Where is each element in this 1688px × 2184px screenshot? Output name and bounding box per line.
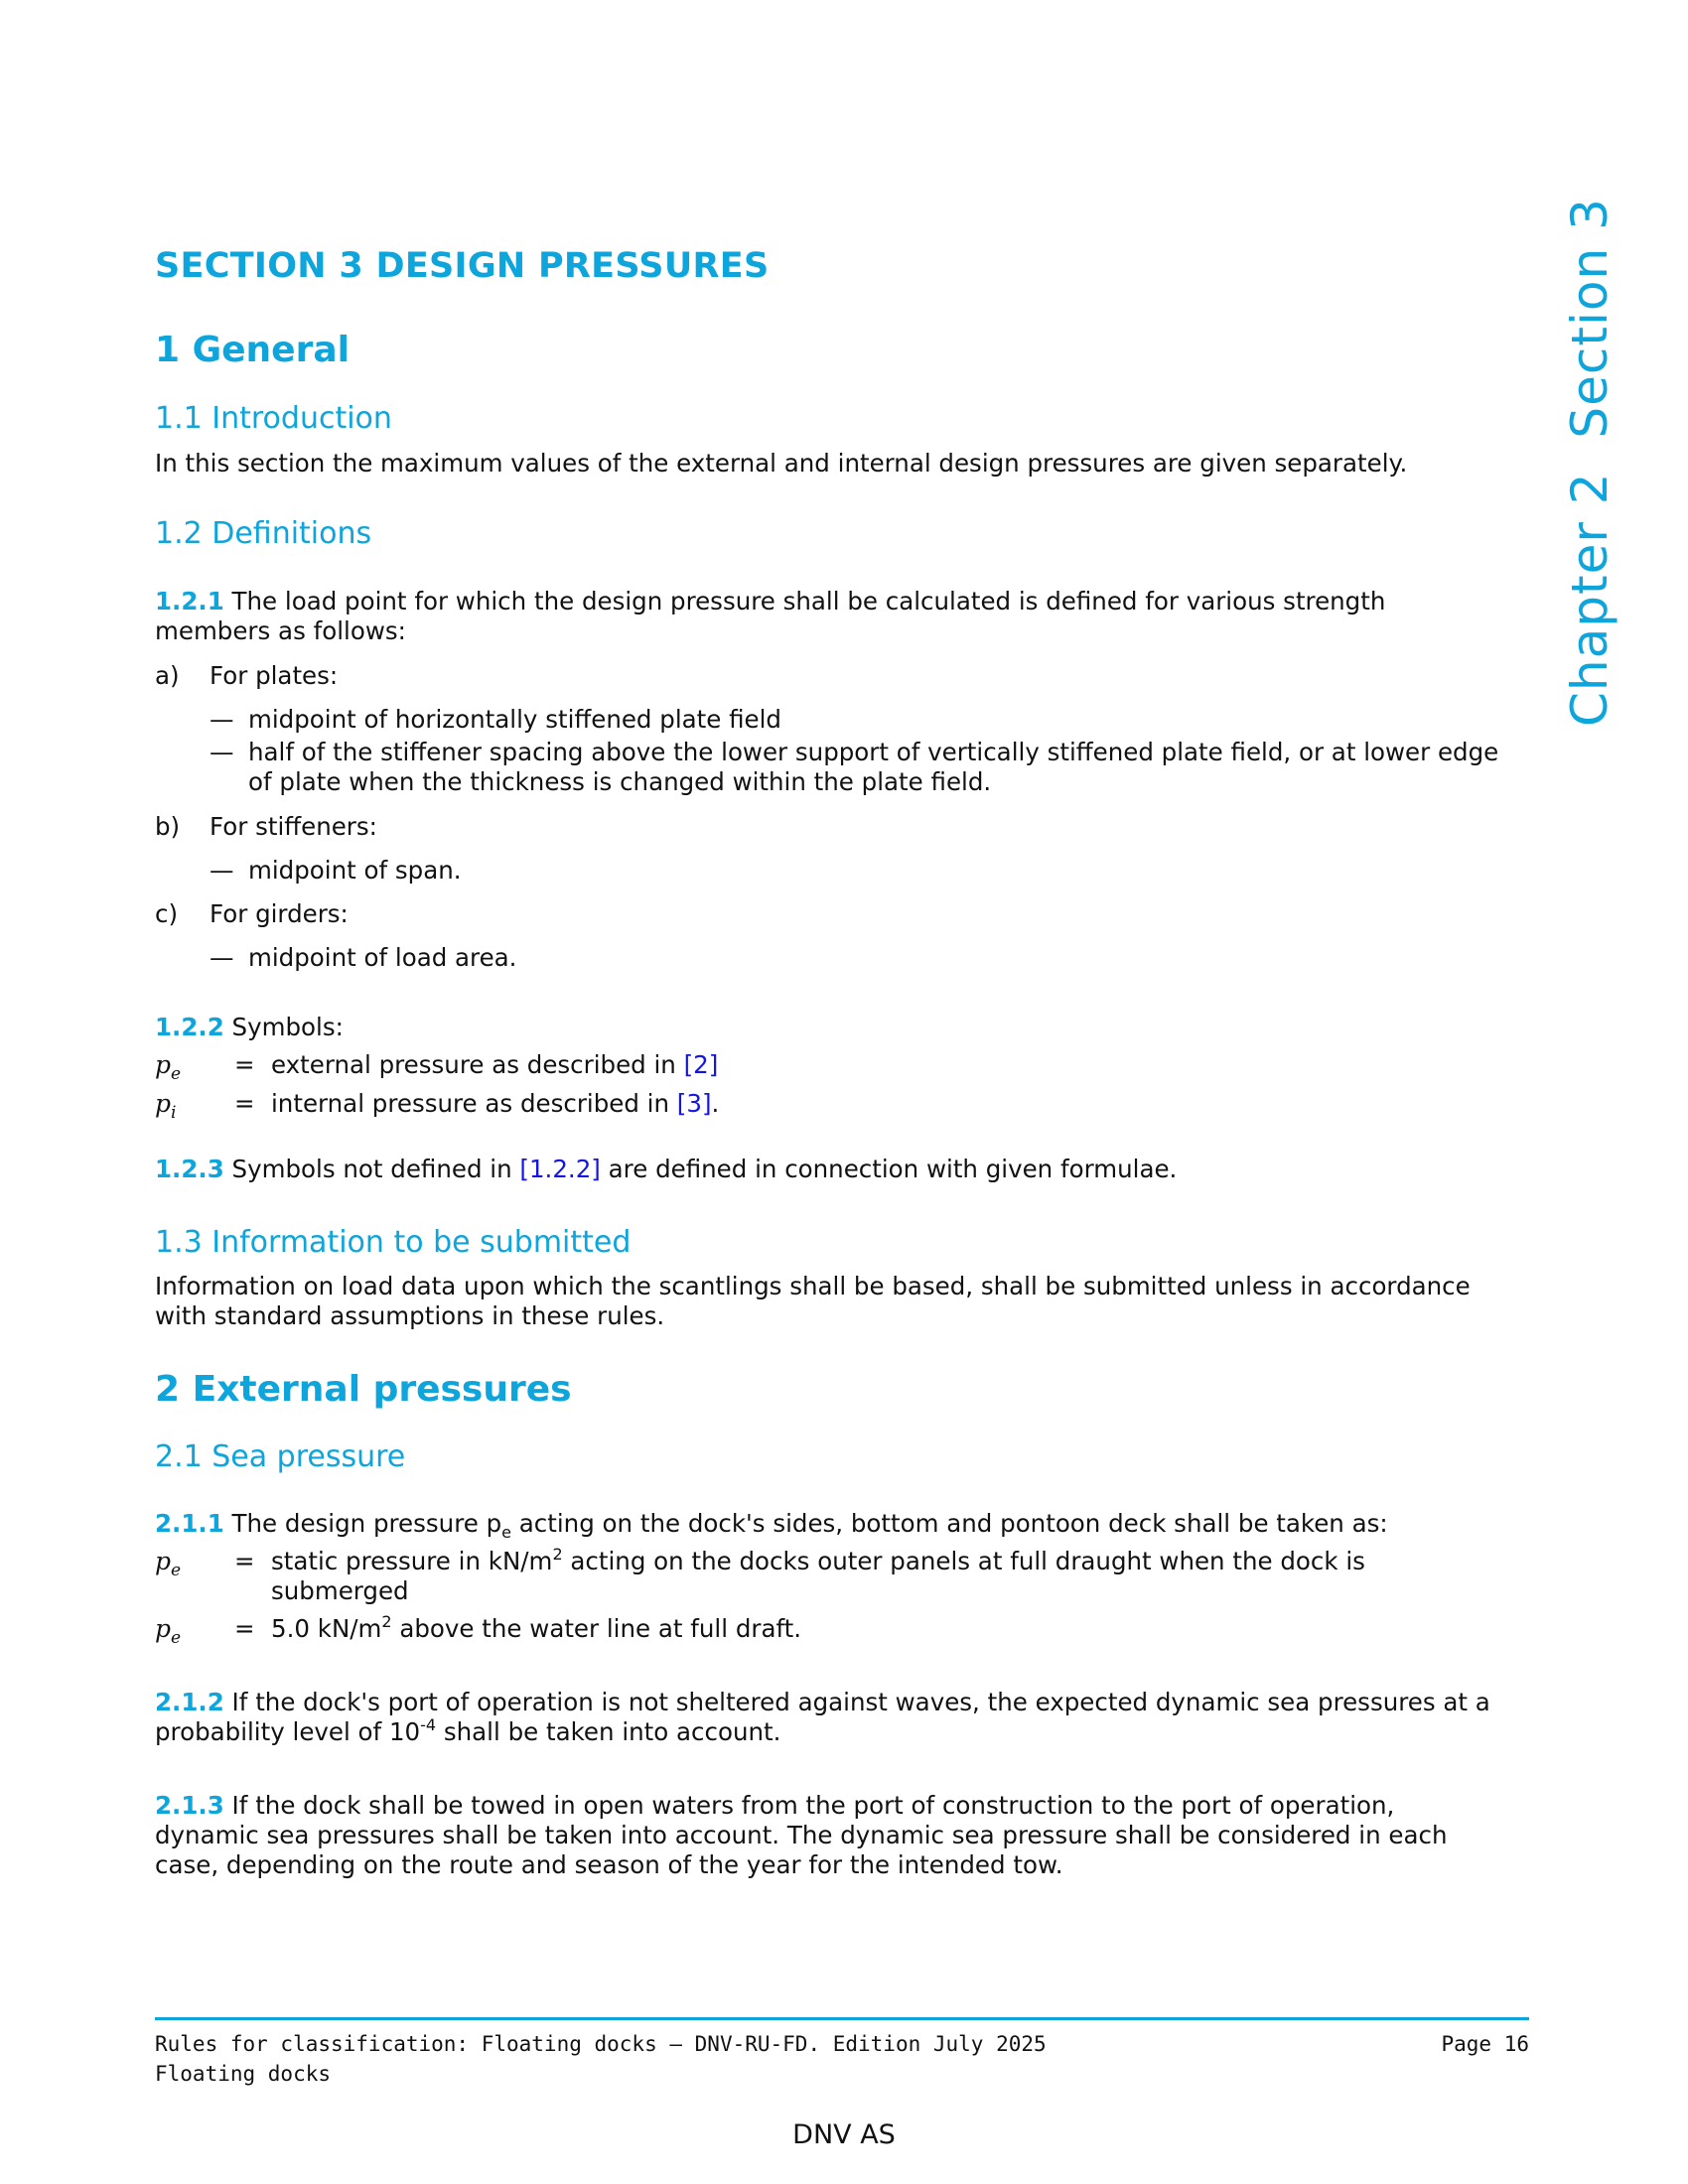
footer-page-number: Page 16 [1441,2032,1529,2056]
para-1-2-1 [155,587,1525,646]
ref-link-1-2-2[interactable]: [1.2.2] [519,1155,601,1183]
list-item: midpoint of span. [248,856,462,885]
symbol-pe: $p_e$ [155,1614,182,1648]
footer-rule [155,2017,1529,2020]
symbol-pe: $p_e$ [155,1050,182,1084]
symbol-definition: internal pressure as described in [3]. [271,1089,720,1118]
symbol-definition: static pressure in $kN/m^2$ acting on the docks outer panels at full draught when the dock is submerged [271,1545,1365,1605]
equals-sign: = [234,1614,255,1643]
symbol-pe: $p_e$ [155,1547,182,1580]
ref-link-3[interactable]: [3] [676,1089,712,1118]
symbol-definition: external pressure as described in [2] [271,1050,719,1079]
heading-introduction: 1.1 Introduction [155,401,392,436]
heading-general: 1 General [155,330,350,370]
heading-external-pressures: 2 External pressures [155,1369,572,1410]
para-text: members as follows: [155,616,406,645]
equals-sign: = [234,1547,255,1575]
list-item: half of the stiffener spacing above the lower support of vertically stiffened plate field, or at lower edge of plate when the thickness is changed within the plate field. [248,738,1499,796]
heading-definitions: 1.2 Definitions [155,516,372,551]
para-number: 2.1.1 [155,1509,224,1538]
sidebar-chapter: Chapter 2 [1561,472,1618,727]
list-label: c) [155,899,179,928]
symbol-definition: 5.0 $kN/m^2$ above the water line at full draft. [271,1612,802,1643]
para-number: 2.1.2 [155,1688,224,1716]
dash-bullet: — [210,943,234,972]
footer-document-info: Rules for classification: Floating docks — DNV-RU-FD. Edition July 2025 Floating docks [155,2032,1047,2086]
list-item: For plates: [210,661,339,690]
symbol-pi: $p_i$ [155,1089,177,1123]
list-label: a) [155,661,180,690]
para-1-2-3: 1.2.3 Symbols not defined in [1.2.2] are defined in connection with given formulae. [155,1155,1178,1183]
information-text: Information on load data upon which the scantlings shall be based, shall be submitted unless in accordance with standard assumptions in these rules. [155,1272,1471,1330]
equals-sign: = [234,1089,255,1118]
dash-bullet: — [210,705,234,734]
sidebar-section: Section 3 [1561,198,1618,439]
section-title: SECTION 3 DESIGN PRESSURES [155,246,770,286]
para-number: 1.2.1 [155,587,224,615]
para-text: The load point for which the design pressure shall be calculated is defined for various strength [223,587,1386,615]
equals-sign: = [234,1050,255,1079]
dash-bullet: — [210,856,234,885]
list-label: b) [155,812,181,841]
list-item: For stiffeners: [210,812,377,841]
para-number: 1.2.3 [155,1155,224,1183]
para-1-2-2: 1.2.2 Symbols: [155,1013,344,1041]
list-item: For girders: [210,899,349,928]
para-2-1-1: 2.1.1 The design pressure $p_e$ acting on the dock's sides, bottom and pontoon deck shall be taken as: [155,1509,1388,1542]
para-2-1-2: 2.1.2 If the dock's port of operation is not sheltered against waves, the expected dynamic sea pressures at a probability level of $10^{-4}$ shall be taken into account. [155,1688,1490,1746]
para-2-1-3: 2.1.3 If the dock shall be towed in open waters from the port of construction to the port of operation, dynamic sea pressures shall be taken into account. The dynamic sea pressure shall be considered in each case, depending on the route and season of the year for the intended tow. [155,1791,1448,1879]
footer-company: DNV AS [792,2119,896,2150]
introduction-text: In this section the maximum values of the external and internal design pressures are given separately. [155,449,1408,478]
dash-bullet: — [210,738,234,766]
heading-sea-pressure: 2.1 Sea pressure [155,1439,406,1474]
heading-information: 1.3 Information to be submitted [155,1225,632,1260]
para-number: 2.1.3 [155,1791,224,1820]
ref-link-2[interactable]: [2] [683,1050,719,1079]
list-item: midpoint of load area. [248,943,517,972]
para-number: 1.2.2 [155,1013,224,1041]
list-item: midpoint of horizontally stiffened plate field [248,705,781,734]
